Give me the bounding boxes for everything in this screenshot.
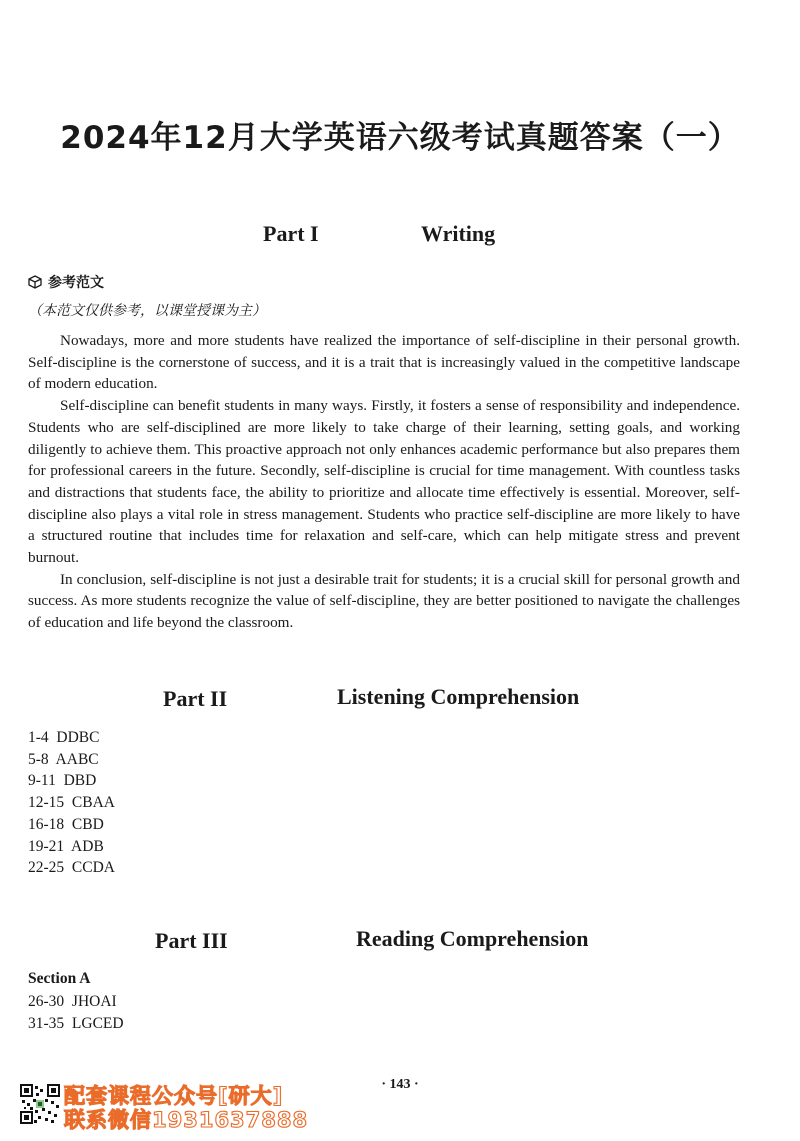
reference-label [28,272,104,292]
part1-heading [0,221,800,247]
page-title: 2024年12月大学英语六级考试真题答案（一） [60,120,740,156]
page-number: · 143 · [381,1077,419,1092]
part1-name: Writing [421,221,496,246]
answer-line: 26-30 JHOAI [28,993,117,1010]
reference-note: （本范文仅供参考，以课堂授课为主） [28,303,266,319]
part3-name: Reading Comprehension [356,926,589,951]
essay-paragraph: Self-discipline can benefit students in many ways. Firstly, it fosters a sense of responsibility and independence. Students who are self-disciplined are more likely to take charge of their learning, setting goals, and working diligently to achieve them. This proactive approach not only enhances academic performance but also prepares them for professional careers in the future. Secondly, self-discipline is crucial for time management. With countless tasks and distractions that students face, the ability to prioritize and allocate time effectively is essential. Moreover, self-discipline also plays a vital role in stress management. Students who practice self-discipline are more likely to have a structured routine that includes time for relaxation and self-care, which can help mitigate stress and prevent burnout. [28,397,740,567]
part3-label: Part III [155,928,228,953]
part2-name: Listening Comprehension [337,684,580,709]
answer-line: 22-25 CCDA [28,859,115,877]
reading-answers [28,991,124,1034]
essay-paragraph: Nowadays, more and more students have realized the importance of self-discipline in their personal growth. Self-discipline is the cornerstone of success, and it is a trait that is increasingly valued in the competitive landscape of modern education. [28,332,740,393]
section-a-label: Section A [28,970,91,987]
qr-code-icon [20,1084,60,1124]
part2-heading [0,684,800,710]
part1-label: Part I [263,221,319,246]
answer-line: 9-11 DBD [28,772,97,790]
answer-line: 19-21 ADB [28,837,104,855]
answer-line: 31-35 LGCED [28,1014,124,1032]
essay [28,330,740,634]
part2-label: Part II [163,686,228,711]
answer-line: 12-15 CBAA [28,794,115,812]
listening-answers [28,727,115,879]
answer-line: 5-8 AABC [28,750,99,768]
answer-line: 1-4 DDBC [28,729,100,746]
promo-line-1: 配套课程公众号[研大] [64,1084,284,1108]
essay-paragraph: In conclusion, self-discipline is not just a desirable trait for students; it is a crucial skill for personal growth and success. As more students recognize the value of self-discipline, they are better positioned to navigate the challenges of education and life beyond the classroom. [28,570,740,632]
promo-line-2: 联系微信1931637888 [64,1108,309,1132]
cube-icon [28,275,42,289]
answer-line: 16-18 CBD [28,815,104,833]
part3-heading [0,926,800,952]
reference-label-text: 参考范文 [48,275,104,291]
